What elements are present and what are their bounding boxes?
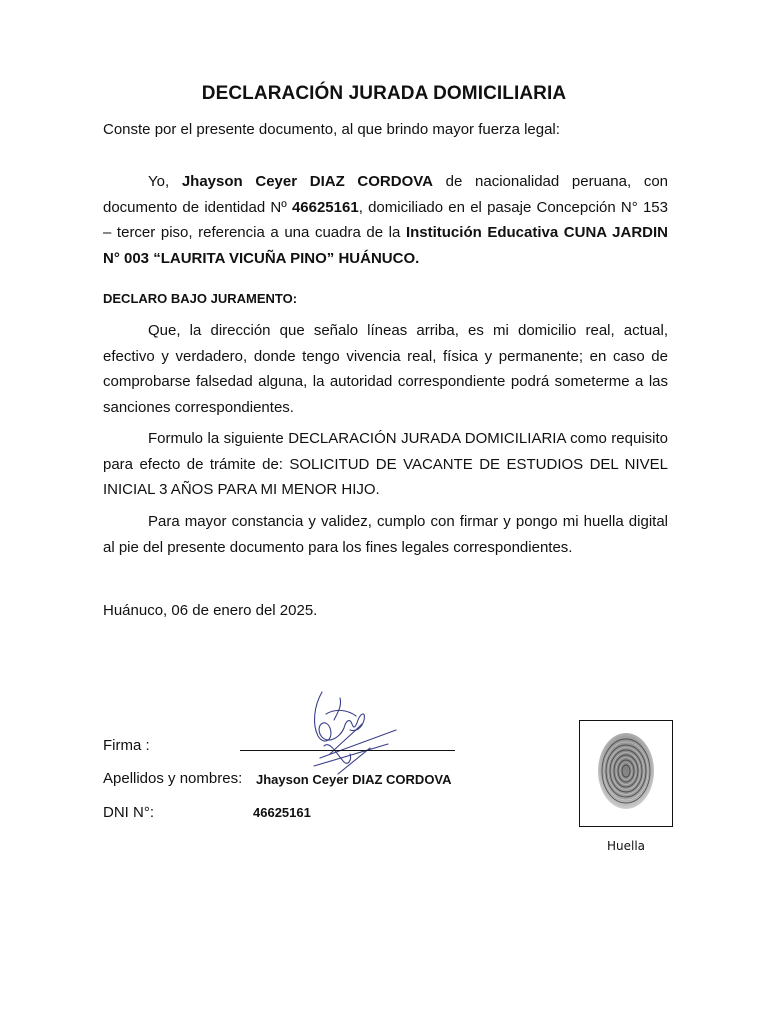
validity-paragraph: Para mayor constancia y validez, cumplo con firmar y pongo mi huella digital al pie del presente documento para los fines legales correspondientes. [103, 513, 668, 556]
p1-text-1: Yo, [148, 173, 182, 190]
declarant-dni: 46625161 [291, 198, 359, 216]
declaro-heading: DECLARO BAJO JURAMENTO: [103, 291, 298, 306]
date-line: Huánuco, 06 de enero del 2025. [103, 602, 318, 619]
declarant-name: Jhayson Ceyer DIAZ CORDOVA [181, 173, 433, 190]
domicile-paragraph: Que, la dirección que señalo líneas arriba, es mi domicilio real, actual, efectivo y verdadero, donde tengo vivencia real, física y permanente; en caso de comprobarse falsedad alguna, la autoridad correspondiente podrá someterme a las sanciones correspondientes. [103, 322, 668, 416]
fingerprint-caption: Huella [606, 839, 646, 853]
institution-name: Institución Educativa CUNA JARDIN N° 003 “LAURITA VICUÑA PINO” HUÁNUCO. [103, 224, 668, 267]
names-label: Apellidos y nombres: [103, 770, 243, 787]
identity-paragraph [103, 169, 668, 271]
fingerprint-icon [580, 721, 672, 826]
names-value: Jhayson Ceyer DIAZ CORDOVA [256, 772, 452, 787]
firma-label: Firma : [103, 737, 150, 754]
p1-text-2: de nacionalidad peruana, con documento de identidad Nº [103, 173, 668, 216]
handwritten-signature [300, 684, 410, 779]
dni-value: 46625161 [253, 805, 311, 820]
signature-line [240, 750, 455, 751]
document-title: DECLARACIÓN JURADA DOMICILIARIA [201, 83, 567, 104]
intro-text: Conste por el presente documento, al que brindo mayor fuerza legal: [103, 121, 560, 138]
p1-text-3: , domiciliado en el pasaje Concepción N° 153 – tercer piso, referencia a una cuadra de la [103, 198, 668, 241]
fingerprint-box [579, 720, 673, 827]
purpose-paragraph: Formulo la siguiente DECLARACIÓN JURADA DOMICILIARIA como requisito para efecto de trámite de: SOLICITUD DE VACANTE DE ESTUDIOS DEL NIVEL INICIAL 3 AÑOS PARA MI MENOR HIJO. [103, 430, 668, 498]
dni-label: DNI N°: [103, 804, 154, 821]
